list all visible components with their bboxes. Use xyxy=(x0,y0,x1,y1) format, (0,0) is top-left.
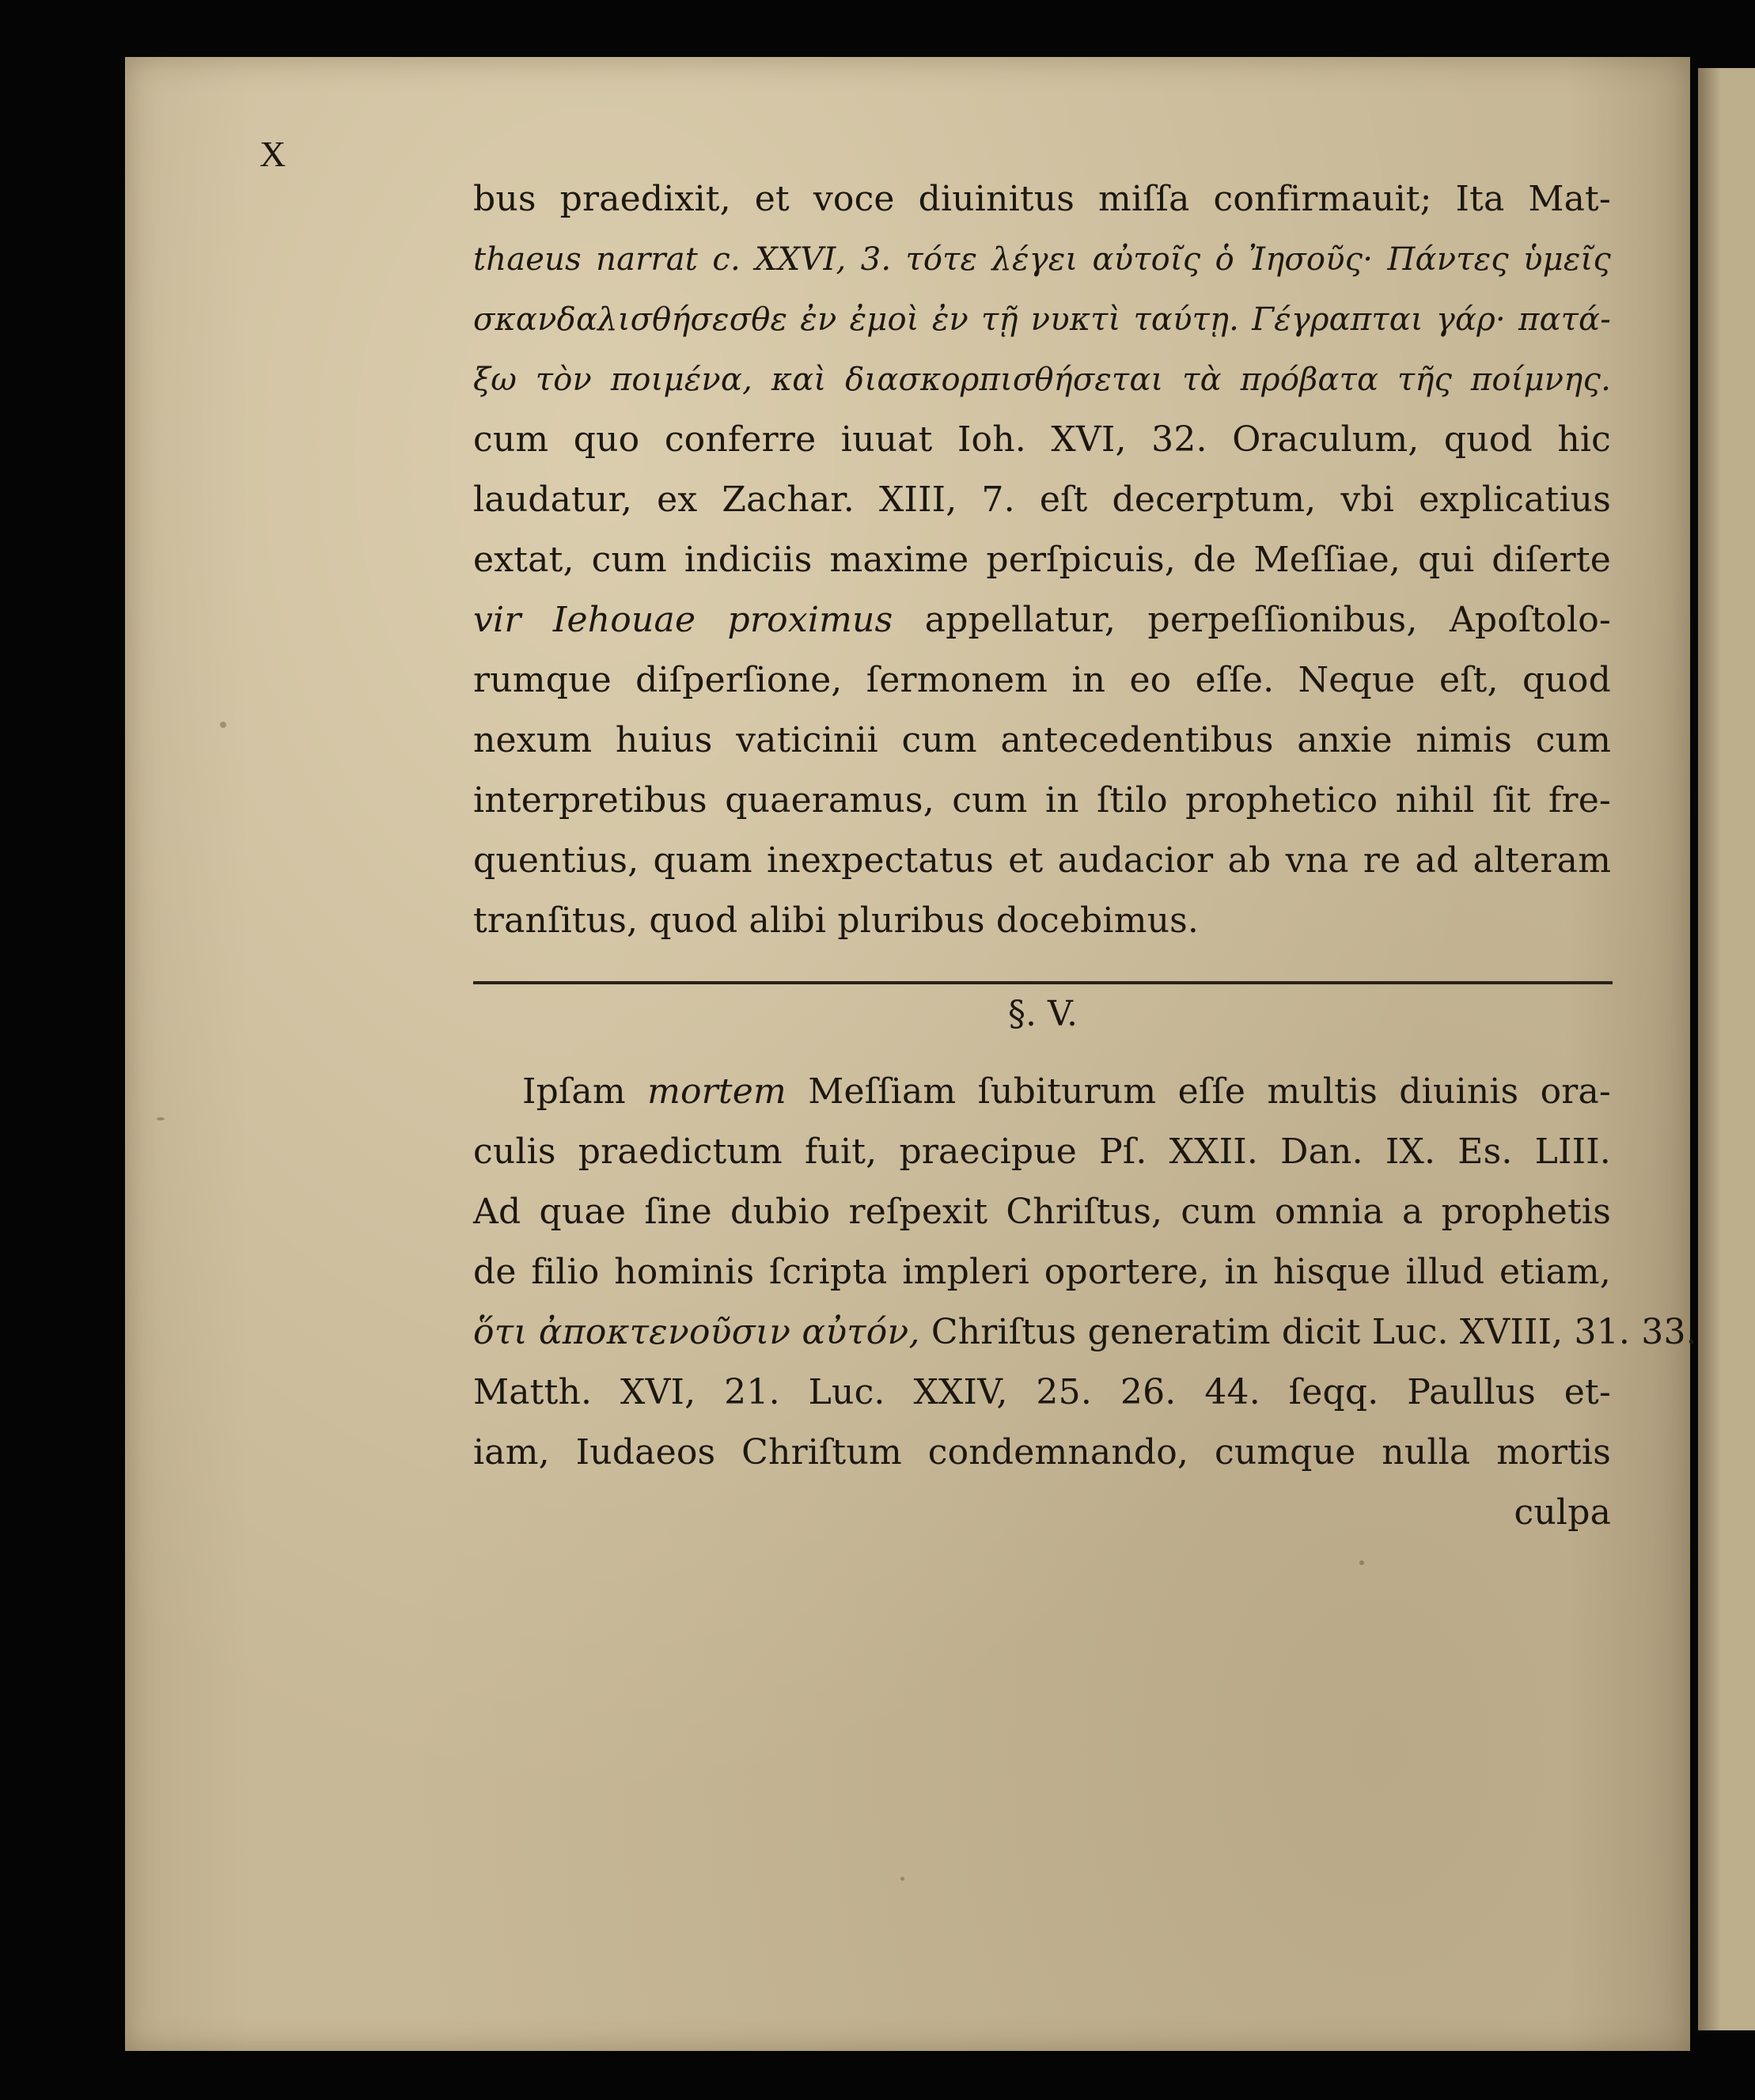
text-line: interpretibus quaeramus, cum in ſtilo prophetico nihil ſit fre- xyxy=(473,780,1611,821)
text-line: Ad quae ſine dubio reſpexit Chriſtus, cum omnia a prophetis xyxy=(473,1192,1611,1232)
facing-page-edge xyxy=(1698,68,1755,2030)
text-line: de filio hominis ſcripta impleri oportere, in hisque illud etiam, xyxy=(473,1252,1611,1292)
text-line xyxy=(473,597,1611,644)
section-heading: §. V. xyxy=(1007,994,1078,1034)
text-line: quentius, quam inexpectatus et audacior ab vna re ad alteram xyxy=(473,840,1611,881)
text-line: Matth. XVI, 21. Luc. XXIV, 25. 26. 44. ſeqq. Paullus et- xyxy=(473,1372,1611,1412)
paper-fleck xyxy=(157,1117,165,1120)
text-line: culis praedictum fuit, praecipue Pſ. XXII. Dan. IX. Es. LIII. xyxy=(473,1131,1611,1172)
line-rest: appellatur, perpeſſionibus, Apoſtolo- xyxy=(893,600,1611,640)
italic-phrase: vir Iehouae proximus xyxy=(473,600,893,640)
line-rest: Meſſiam ſubiturum eſſe multis diuinis ora- xyxy=(786,1071,1611,1112)
italic-word: mortem xyxy=(647,1071,787,1112)
book-page xyxy=(125,57,1697,2051)
text-line: rumque diſperſione, ſermonem in eo eſſe. Neque eſt, quod xyxy=(473,660,1611,700)
text-line-greek: ξω τὸν ποιμένα, καὶ διασκορπισθήσεται τὰ πρόβατα τῆς ποίμνης. xyxy=(473,362,1611,398)
folio-number: X xyxy=(260,134,286,174)
paper-fleck xyxy=(1359,1560,1364,1565)
line-start: Ipſam xyxy=(522,1071,648,1112)
text-line: extat, cum indiciis maxime perſpicuis, de Meſſiae, qui diſerte xyxy=(473,540,1611,580)
paper-fleck xyxy=(900,1877,904,1881)
text-line-last: tranſitus, quod alibi pluribus docebimus. xyxy=(473,900,1200,941)
text-line xyxy=(473,1068,1611,1116)
text-line-greek: σκανδαλισθήσεσθε ἐν ἐμοὶ ἐν τῇ νυκτὶ ταύτῃ. Γέγραπται γάρ· πατά- xyxy=(473,301,1611,338)
catchword: culpa xyxy=(1514,1492,1611,1533)
greek-phrase: ὅτι ἀποκτενοῦσιν αὐτόν, xyxy=(473,1312,920,1352)
text-line: bus praedixit, et voce diuinitus miſſa confirmauit; Ita Mat- xyxy=(473,179,1611,219)
text-line: nexum huius vaticinii cum antecedentibus anxie nimis cum xyxy=(473,720,1611,760)
text-line: laudatur, ex Zachar. XIII, 7. eſt decerptum, vbi explicatius xyxy=(473,480,1611,520)
text-line: iam, Iudaeos Chriſtum condemnando, cumque nulla mortis xyxy=(473,1432,1611,1473)
paper-fleck xyxy=(220,722,226,728)
line-rest: Chriſtus generatim dicit Luc. XVIII, 31. 33. xyxy=(919,1312,1697,1352)
section-divider-rule xyxy=(473,981,1613,984)
text-line: cum quo conferre iuuat Ioh. XVI, 32. Oraculum, quod hic xyxy=(473,419,1611,460)
text-line xyxy=(473,1309,1697,1356)
text-line-greek: thaeus narrat c. XXVI, 3. τότε λέγει αὐτοῖς ὁ Ἰησοῦς· Πάντες ὑμεῖς xyxy=(473,241,1611,278)
